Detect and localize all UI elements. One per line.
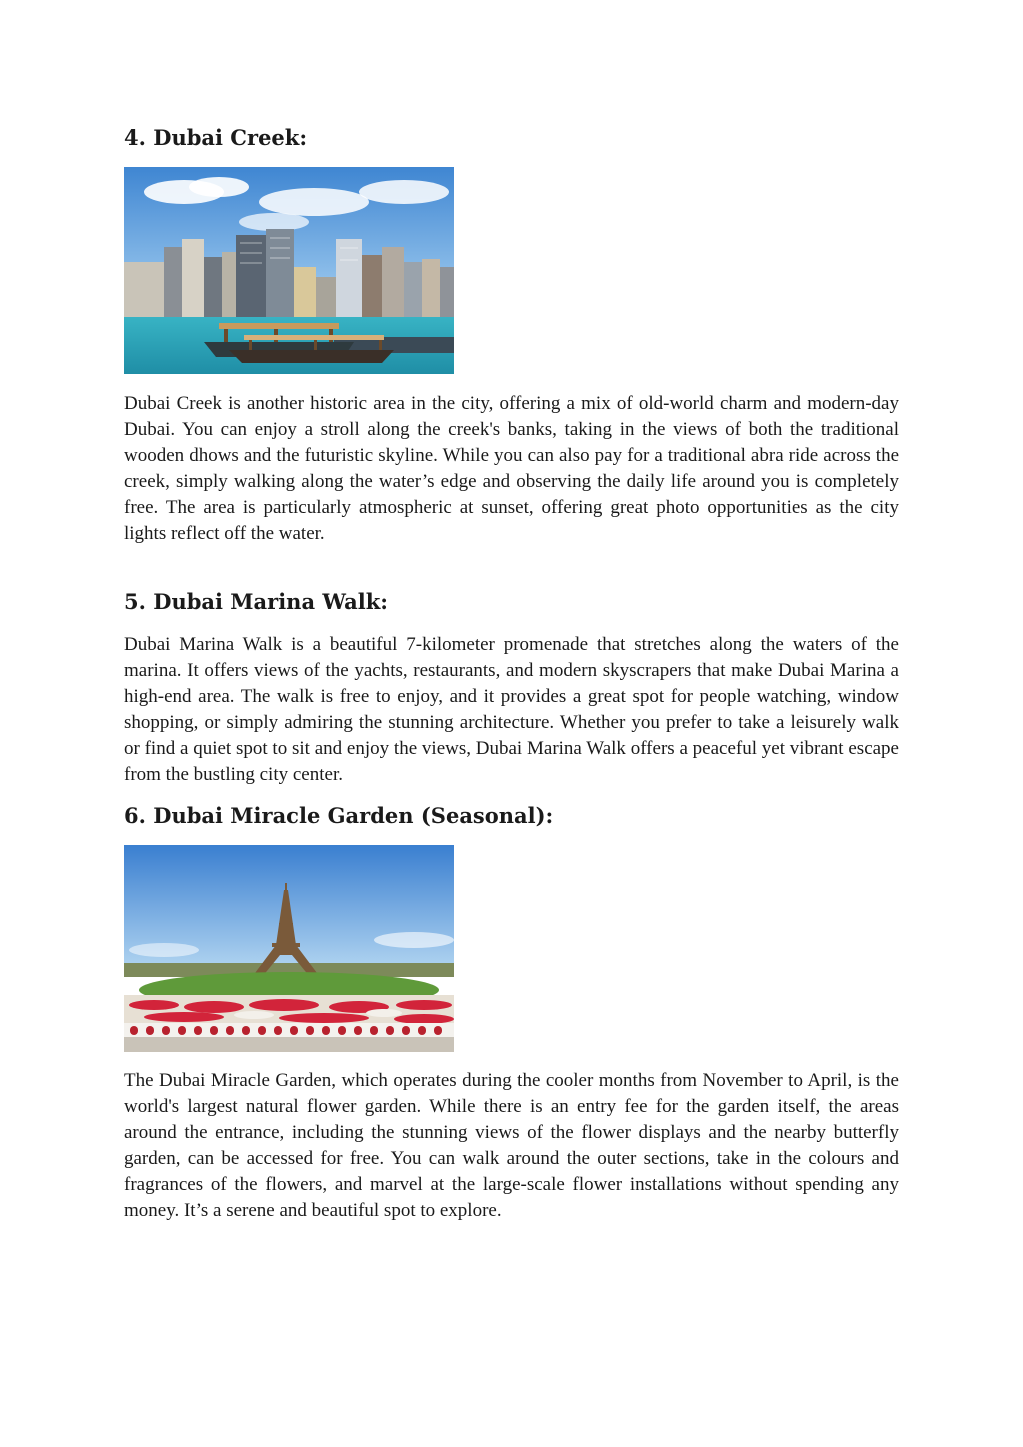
dubai-miracle-garden-photo (124, 845, 454, 1052)
section-paragraph-dubai-miracle-garden: The Dubai Miracle Garden, which operates during the cooler months from November to April, is the world's largest natural flower garden. While there is an entry fee for the garden itself, the areas around the entrance, including the stunning views of the flower displays and the nearby butterfly garden, can be accessed for free. You can walk around the outer sections, take in the colours and fragrances of the flowers, and marvel at the large-scale flower installations without spending any money. It’s a serene and beautiful spot to explore. (124, 1070, 899, 1221)
section-heading-dubai-marina-walk: 5. Dubai Marina Walk: (124, 589, 389, 614)
section-paragraph-dubai-marina-walk: Dubai Marina Walk is a beautiful 7-kilometer promenade that stretches along the waters of the marina. It offers views of the yachts, restaurants, and modern skyscrapers that make Dubai Marina a high-end area. The walk is free to enjoy, and it provides a great spot for people watching, window shopping, or simply admiring the stunning architecture. Whether you prefer to take a leisurely walk or find a quiet spot to sit and enjoy the views, Dubai Marina Walk offers a peaceful yet vibrant escape from the bustling city center. (124, 634, 899, 785)
section-paragraph-dubai-creek: Dubai Creek is another historic area in the city, offering a mix of old-world charm and modern-day Dubai. You can enjoy a stroll along the creek's banks, taking in the views of both the traditional wooden dhows and the futuristic skyline. While you can also pay for a traditional abra ride across the creek, simply walking along the water’s edge and observing the daily life around you is completely free. The area is particularly atmospheric at sunset, offering great photo opportunities as the city lights reflect off the water. (124, 393, 899, 544)
section-heading-dubai-creek: 4. Dubai Creek: (124, 125, 308, 150)
section-heading-dubai-miracle-garden: 6. Dubai Miracle Garden (Seasonal): (124, 803, 554, 828)
dubai-creek-photo (124, 167, 454, 374)
